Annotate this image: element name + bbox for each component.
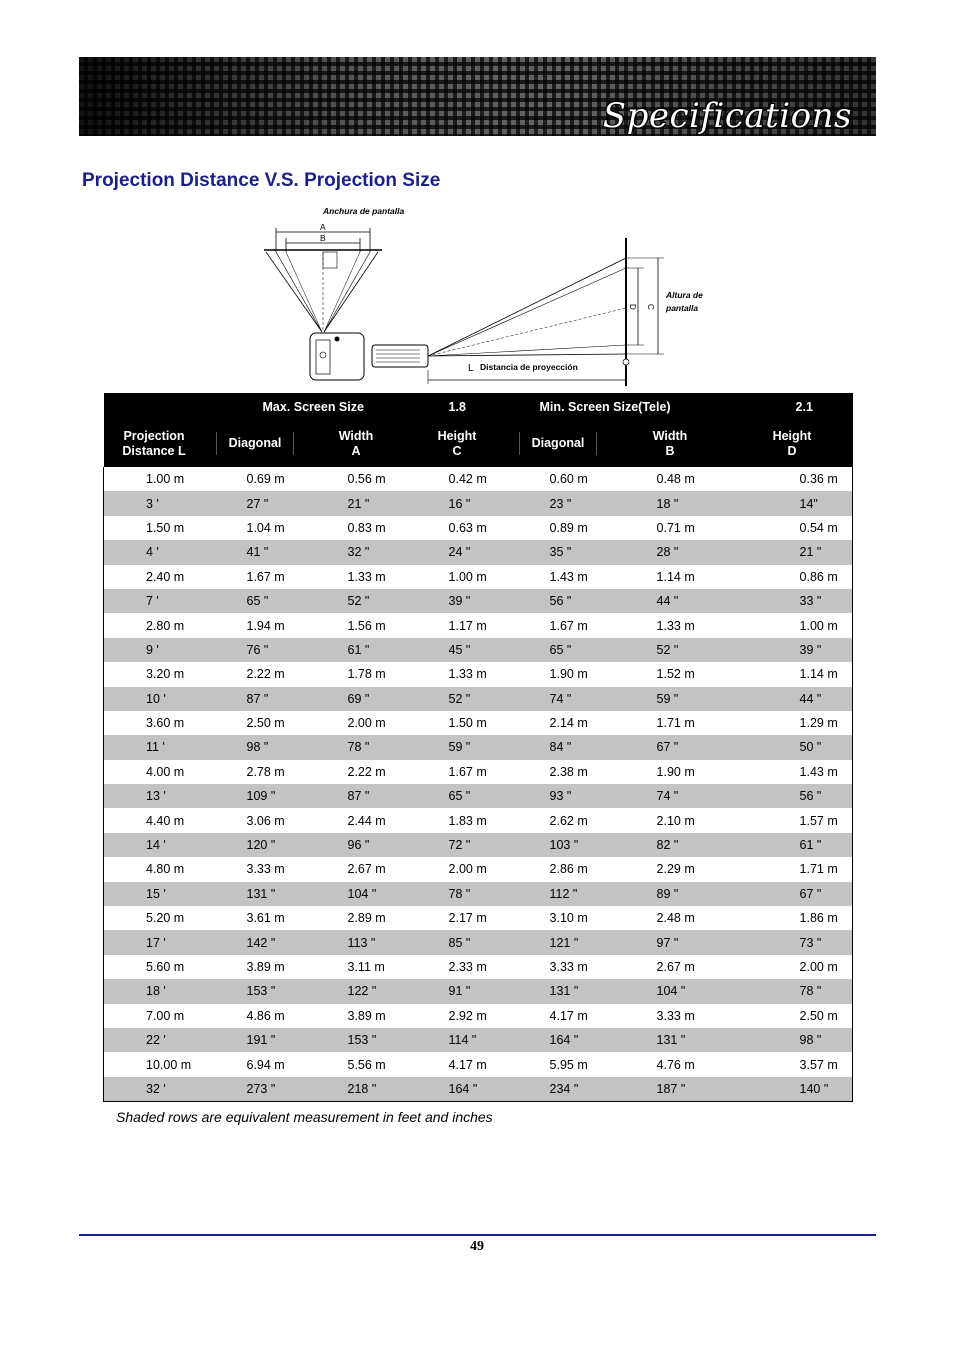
- table-cell: 10.00 m: [104, 1052, 205, 1076]
- label-c: C: [646, 304, 655, 310]
- table-cell: 0.42 m: [407, 467, 508, 491]
- table-cell: 5.60 m: [104, 955, 205, 979]
- table-cell: 93 ": [508, 784, 609, 808]
- table-cell: 0.36 m: [732, 467, 853, 491]
- table-cell: 96 ": [306, 833, 407, 857]
- table-cell: 44 ": [609, 589, 732, 613]
- table-cell: 1.33 m: [306, 565, 407, 589]
- table-cell: 1.56 m: [306, 613, 407, 637]
- table-cell: 153 ": [205, 979, 306, 1003]
- table-row: [104, 833, 853, 857]
- table-cell: 109 ": [205, 784, 306, 808]
- table-cell: 273 ": [205, 1077, 306, 1101]
- table-cell: 1.52 m: [609, 662, 732, 686]
- table-row: [104, 735, 853, 759]
- table-cell: 131 ": [609, 1028, 732, 1052]
- table-cell: 98 ": [205, 735, 306, 759]
- projector-side-icon: [372, 345, 428, 367]
- table-cell: 1.67 m: [407, 760, 508, 784]
- label-a: A: [320, 222, 326, 232]
- table-cell: 191 ": [205, 1028, 306, 1052]
- table-cell: 3.33 m: [508, 955, 609, 979]
- table-cell: 65 ": [205, 589, 306, 613]
- table-cell: 59 ": [609, 687, 732, 711]
- table-row: [104, 760, 853, 784]
- table-cell: 74 ": [609, 784, 732, 808]
- header-banner: [79, 57, 876, 136]
- table-cell: 1.67 m: [508, 613, 609, 637]
- table-cell: 120 ": [205, 833, 306, 857]
- table-cell: 0.56 m: [306, 467, 407, 491]
- table-cell: 1.33 m: [609, 613, 732, 637]
- table-cell: 2.92 m: [407, 1004, 508, 1028]
- table-cell: 122 ": [306, 979, 407, 1003]
- table-cell: 28 ": [609, 540, 732, 564]
- table-cell: 14 ': [104, 833, 205, 857]
- table-cell: 1.50 m: [104, 516, 205, 540]
- table-cell: 1.67 m: [205, 565, 306, 589]
- table-cell: 1.00 m: [104, 467, 205, 491]
- table-cell: 14": [732, 491, 853, 515]
- table-top-header: [104, 393, 853, 420]
- table-cell: 16 ": [407, 491, 508, 515]
- table-cell: 78 ": [306, 735, 407, 759]
- table-cell: 67 ": [732, 882, 853, 906]
- table-row: [104, 711, 853, 735]
- table-cell: 5.20 m: [104, 906, 205, 930]
- table-cell: 1.33 m: [407, 662, 508, 686]
- table-cell: 56 ": [732, 784, 853, 808]
- table-row: [104, 1077, 853, 1101]
- table-cell: 2.86 m: [508, 857, 609, 881]
- label-d: D: [628, 304, 637, 310]
- table-cell: 10 ': [104, 687, 205, 711]
- table-cell: 6.94 m: [205, 1052, 306, 1076]
- table-cell: 187 ": [609, 1077, 732, 1101]
- table-cell: 32 ": [306, 540, 407, 564]
- table-cell: 2.40 m: [104, 565, 205, 589]
- col-projection-distance: Projection Distance L: [104, 420, 205, 467]
- table-cell: 1.90 m: [508, 662, 609, 686]
- table-cell: 0.86 m: [732, 565, 853, 589]
- table-cell: 45 ": [407, 638, 508, 662]
- table-row: [104, 882, 853, 906]
- table-cell: 2.80 m: [104, 613, 205, 637]
- table-cell: 1.57 m: [732, 808, 853, 832]
- table-cell: 1.94 m: [205, 613, 306, 637]
- table-cell: 18 ": [609, 491, 732, 515]
- table-cell: 91 ": [407, 979, 508, 1003]
- table-cell: 2.50 m: [205, 711, 306, 735]
- table-note: Shaded rows are equivalent measurement in feet and inches: [116, 1109, 493, 1125]
- table-cell: 2.00 m: [306, 711, 407, 735]
- table-cell: 0.83 m: [306, 516, 407, 540]
- table-cell: 9 ': [104, 638, 205, 662]
- col-max-height: Height C: [407, 420, 508, 467]
- table-row: [104, 1004, 853, 1028]
- table-cell: 1.83 m: [407, 808, 508, 832]
- table-cell: 2.44 m: [306, 808, 407, 832]
- table-cell: 1.04 m: [205, 516, 306, 540]
- table-cell: 3.11 m: [306, 955, 407, 979]
- table-cell: 1.50 m: [407, 711, 508, 735]
- table-cell: 2.22 m: [306, 760, 407, 784]
- table-cell: 0.89 m: [508, 516, 609, 540]
- table-cell: 3.06 m: [205, 808, 306, 832]
- table-cell: 4 ': [104, 540, 205, 564]
- screen-height-label-2: pantalla: [666, 303, 699, 313]
- table-cell: 59 ": [407, 735, 508, 759]
- table-cell: 153 ": [306, 1028, 407, 1052]
- table-cell: 39 ": [732, 638, 853, 662]
- table-row: [104, 589, 853, 613]
- table-cell: 56 ": [508, 589, 609, 613]
- table-cell: 3.89 m: [205, 955, 306, 979]
- table-cell: 3.60 m: [104, 711, 205, 735]
- table-cell: 2.33 m: [407, 955, 508, 979]
- table-cell: 140 ": [732, 1077, 853, 1101]
- table-cell: 74 ": [508, 687, 609, 711]
- footer-divider: [79, 1234, 876, 1236]
- table-row: [104, 516, 853, 540]
- table-cell: 87 ": [205, 687, 306, 711]
- table-cell: 52 ": [407, 687, 508, 711]
- table-cell: 4.80 m: [104, 857, 205, 881]
- table-cell: 1.14 m: [609, 565, 732, 589]
- table-cell: 52 ": [306, 589, 407, 613]
- col-min-height: Height D: [732, 420, 853, 467]
- table-row: [104, 1028, 853, 1052]
- table-row: [104, 1052, 853, 1076]
- table-cell: 67 ": [609, 735, 732, 759]
- table-cell: 1.29 m: [732, 711, 853, 735]
- table-cell: 3.10 m: [508, 906, 609, 930]
- table-cell: 142 ": [205, 930, 306, 954]
- table-cell: 2.00 m: [732, 955, 853, 979]
- table-cell: 15 ': [104, 882, 205, 906]
- table-row: [104, 808, 853, 832]
- table-cell: 1.43 m: [732, 760, 853, 784]
- table-cell: 1.14 m: [732, 662, 853, 686]
- table-cell: 72 ": [407, 833, 508, 857]
- table-cell: 131 ": [205, 882, 306, 906]
- table-cell: 112 ": [508, 882, 609, 906]
- table-cell: 0.63 m: [407, 516, 508, 540]
- table-cell: 121 ": [508, 930, 609, 954]
- table-cell: 87 ": [306, 784, 407, 808]
- table-cell: 113 ": [306, 930, 407, 954]
- table-cell: 1.71 m: [732, 857, 853, 881]
- table-row: [104, 662, 853, 686]
- table-body: [104, 467, 853, 1101]
- table-cell: 17 ': [104, 930, 205, 954]
- table-row: [104, 930, 853, 954]
- table-cell: 1.00 m: [407, 565, 508, 589]
- table-cell: 2.00 m: [407, 857, 508, 881]
- table-cell: 218 ": [306, 1077, 407, 1101]
- col-max-width: Width A: [306, 420, 407, 467]
- table-cell: 65 ": [407, 784, 508, 808]
- table-cell: 131 ": [508, 979, 609, 1003]
- table-cell: 4.17 m: [508, 1004, 609, 1028]
- table-row: [104, 613, 853, 637]
- table-cell: 24 ": [407, 540, 508, 564]
- table-cell: 41 ": [205, 540, 306, 564]
- table-cell: 1.71 m: [609, 711, 732, 735]
- table-cell: 2.17 m: [407, 906, 508, 930]
- table-cell: 2.14 m: [508, 711, 609, 735]
- table-cell: 164 ": [508, 1028, 609, 1052]
- table-cell: 18 ': [104, 979, 205, 1003]
- table-row: [104, 638, 853, 662]
- table-cell: 69 ": [306, 687, 407, 711]
- table-cell: 11 ': [104, 735, 205, 759]
- col-min-diagonal: Diagonal: [508, 420, 609, 467]
- table-row: [104, 979, 853, 1003]
- table-row: [104, 687, 853, 711]
- table-cell: 1.43 m: [508, 565, 609, 589]
- table-cell: 0.71 m: [609, 516, 732, 540]
- table-cell: 2.29 m: [609, 857, 732, 881]
- label-l: L: [468, 363, 474, 374]
- table-cell: 2.10 m: [609, 808, 732, 832]
- projection-table: [103, 393, 853, 1102]
- table-cell: 1.17 m: [407, 613, 508, 637]
- table-cell: 32 ': [104, 1077, 205, 1101]
- screen-height-label-1: Altura de: [666, 290, 703, 300]
- table-cell: 61 ": [306, 638, 407, 662]
- table-row: [104, 906, 853, 930]
- table-cell: 3.33 m: [205, 857, 306, 881]
- table-cell: 76 ": [205, 638, 306, 662]
- table-cell: 61 ": [732, 833, 853, 857]
- min-ratio: 2.1: [732, 393, 853, 420]
- table-cell: 3.61 m: [205, 906, 306, 930]
- table-cell: 5.95 m: [508, 1052, 609, 1076]
- table-cell: 84 ": [508, 735, 609, 759]
- table-cell: 4.86 m: [205, 1004, 306, 1028]
- col-min-width: Width B: [609, 420, 732, 467]
- table-cell: 2.62 m: [508, 808, 609, 832]
- table-cell: 3.20 m: [104, 662, 205, 686]
- table-cell: 78 ": [732, 979, 853, 1003]
- distance-label: Distancia de proyección: [480, 362, 578, 372]
- section-title: Projection Distance V.S. Projection Size: [82, 170, 441, 191]
- table-cell: 104 ": [609, 979, 732, 1003]
- table-cell: 27 ": [205, 491, 306, 515]
- table-row: [104, 540, 853, 564]
- table-cell: 22 ': [104, 1028, 205, 1052]
- table-cell: 7.00 m: [104, 1004, 205, 1028]
- table-cell: 103 ": [508, 833, 609, 857]
- table-row: [104, 565, 853, 589]
- max-screen-size-label: Max. Screen Size: [205, 393, 407, 420]
- projection-diagram: [260, 200, 720, 390]
- table-cell: 85 ": [407, 930, 508, 954]
- table-cell: 21 ": [306, 491, 407, 515]
- table-cell: 4.40 m: [104, 808, 205, 832]
- page-title: Specifications: [602, 96, 852, 136]
- table-cell: 2.48 m: [609, 906, 732, 930]
- table-cell: 35 ": [508, 540, 609, 564]
- table-cell: 2.78 m: [205, 760, 306, 784]
- table-cell: 23 ": [508, 491, 609, 515]
- table-cell: 21 ": [732, 540, 853, 564]
- table-cell: 13 ': [104, 784, 205, 808]
- min-screen-size-label: Min. Screen Size(Tele): [508, 393, 732, 420]
- table-cell: 104 ": [306, 882, 407, 906]
- table-cell: 33 ": [732, 589, 853, 613]
- table-cell: 50 ": [732, 735, 853, 759]
- table-cell: 52 ": [609, 638, 732, 662]
- table-cell: 2.67 m: [609, 955, 732, 979]
- table-row: [104, 955, 853, 979]
- table-cell: 2.67 m: [306, 857, 407, 881]
- table-cell: 0.54 m: [732, 516, 853, 540]
- table-cell: 3 ': [104, 491, 205, 515]
- table-cell: 89 ": [609, 882, 732, 906]
- table-cell: 1.86 m: [732, 906, 853, 930]
- table-cell: 3.57 m: [732, 1052, 853, 1076]
- table-column-header: [104, 420, 853, 467]
- table-row: [104, 491, 853, 515]
- table-row: [104, 467, 853, 491]
- table-cell: 2.22 m: [205, 662, 306, 686]
- table-cell: 98 ": [732, 1028, 853, 1052]
- table-cell: 1.90 m: [609, 760, 732, 784]
- table-cell: 39 ": [407, 589, 508, 613]
- table-cell: 1.00 m: [732, 613, 853, 637]
- table-cell: 3.33 m: [609, 1004, 732, 1028]
- table-cell: 4.76 m: [609, 1052, 732, 1076]
- table-cell: 2.38 m: [508, 760, 609, 784]
- table-row: [104, 784, 853, 808]
- table-cell: 4.17 m: [407, 1052, 508, 1076]
- table-cell: 78 ": [407, 882, 508, 906]
- table-cell: 7 ': [104, 589, 205, 613]
- table-cell: 3.89 m: [306, 1004, 407, 1028]
- table-cell: 0.60 m: [508, 467, 609, 491]
- table-cell: 0.48 m: [609, 467, 732, 491]
- table-row: [104, 857, 853, 881]
- table-cell: 97 ": [609, 930, 732, 954]
- max-ratio: 1.8: [407, 393, 508, 420]
- label-b: B: [320, 233, 326, 243]
- screen-width-label: Anchura de pantalla: [323, 206, 405, 216]
- col-max-diagonal: Diagonal: [205, 420, 306, 467]
- table-cell: 2.89 m: [306, 906, 407, 930]
- table-cell: 234 ": [508, 1077, 609, 1101]
- table-cell: 2.50 m: [732, 1004, 853, 1028]
- table-cell: 114 ": [407, 1028, 508, 1052]
- page-number: 49: [470, 1239, 484, 1254]
- table-cell: 164 ": [407, 1077, 508, 1101]
- table-cell: 1.78 m: [306, 662, 407, 686]
- table-cell: 82 ": [609, 833, 732, 857]
- table-cell: 73 ": [732, 930, 853, 954]
- table-cell: 65 ": [508, 638, 609, 662]
- table-cell: 4.00 m: [104, 760, 205, 784]
- table-cell: 44 ": [732, 687, 853, 711]
- table-cell: 0.69 m: [205, 467, 306, 491]
- table-cell: 5.56 m: [306, 1052, 407, 1076]
